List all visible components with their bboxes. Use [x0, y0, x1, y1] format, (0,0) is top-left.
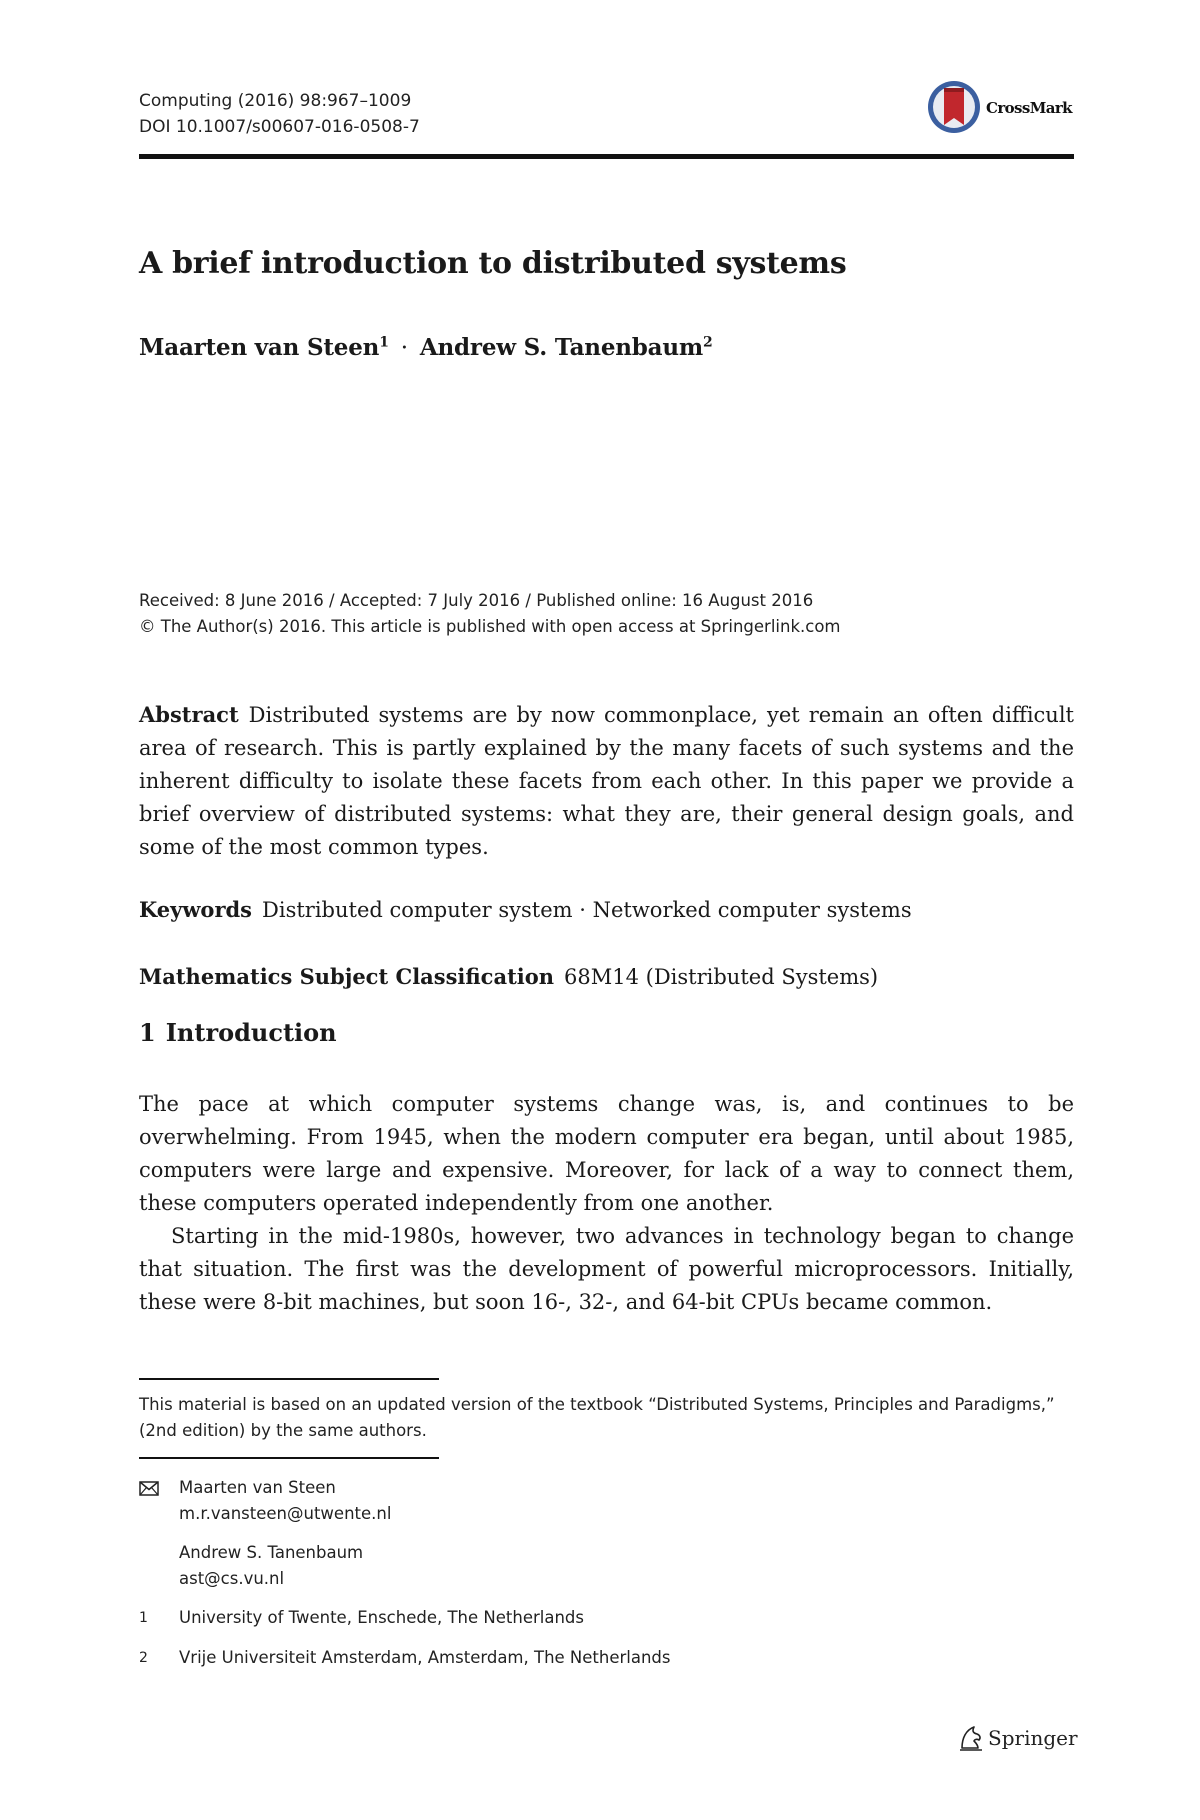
contact-email[interactable]: m.r.vansteen@utwente.nl [179, 1504, 392, 1523]
contact-email[interactable]: ast@cs.vu.nl [179, 1569, 285, 1588]
section-title: Introduction [165, 1018, 337, 1047]
keywords-label: Keywords [139, 897, 253, 922]
crossmark-icon [926, 79, 982, 135]
corresponding-marker [139, 1475, 163, 1496]
keywords-text: Distributed computer system · Networked computer systems [262, 898, 912, 922]
subject-classification [139, 960, 1074, 994]
abstract [139, 698, 1074, 864]
author-list [139, 334, 1074, 361]
publisher-name: Springer [988, 1726, 1078, 1750]
article-history [139, 588, 1074, 640]
crossmark-badge[interactable] [926, 79, 1076, 137]
footnote: This material is based on an updated version of the textbook “Distributed Systems, Principles and Paradigms,” (2nd edition) by the same authors. [139, 1395, 1055, 1440]
history-dates: Received: 8 June 2016 / Accepted: 7 July 2016 / Published online: 16 August 2016 [139, 591, 814, 610]
contact-name: Andrew S. Tanenbaum [179, 1543, 364, 1562]
header-rule [139, 154, 1074, 159]
affiliation-text: Vrije Universiteit Amsterdam, Amsterdam, The Netherlands [179, 1648, 671, 1667]
paragraph: Starting in the mid-1980s, however, two advances in technology began to change that situation. The first was the development of powerful microprocessors. Initially, these were 8-bit machines, but soon 16-, 32-, and 64-bit CPUs became common. [139, 1224, 1074, 1314]
mail-icon [139, 1481, 159, 1496]
author-affiliation-marker: 1 [379, 334, 389, 351]
section-number: 1 [139, 1018, 156, 1047]
paragraph: The pace at which computer systems change was, is, and continues to be overwhelming. From 1945, when the modern computer era began, until about 1985, computers were large and expensive. Moreover, for lack of a way to connect them, these computers operated independently from one another. [139, 1092, 1074, 1215]
author-name[interactable]: Andrew S. Tanenbaum [419, 334, 704, 361]
msc-label: Mathematics Subject Classification [139, 964, 555, 989]
keywords [139, 893, 1074, 927]
author-separator: · [400, 335, 408, 361]
footnote-rule [139, 1378, 439, 1380]
crossmark-label: CrossMark [986, 99, 1072, 117]
author-name[interactable]: Maarten van Steen [139, 334, 380, 361]
footnote-rule [139, 1457, 439, 1459]
affiliation-text: University of Twente, Enschede, The Netherlands [179, 1608, 584, 1627]
section-heading [139, 1018, 337, 1047]
paper-title: A brief introduction to distributed systems [139, 246, 847, 281]
springer-horse-icon [958, 1724, 984, 1752]
abstract-text: Distributed systems are by now commonplace, yet remain an often difficult area of research. This is partly explained by the many facets of such systems and the inherent difficulty to isolate these facets from each other. In this paper we provide a brief overview of distributed systems: what they are, their general design goals, and some of the most common types. [139, 703, 1074, 859]
contact-name: Maarten van Steen [179, 1478, 336, 1497]
journal-citation: Computing (2016) 98:967–1009 [139, 91, 412, 111]
affiliation-marker: 1 [139, 1610, 148, 1626]
author-affiliation-marker: 2 [703, 334, 713, 351]
doi[interactable]: DOI 10.1007/s00607-016-0508-7 [139, 117, 420, 137]
abstract-label: Abstract [139, 702, 239, 727]
msc-text: 68M14 (Distributed Systems) [564, 965, 879, 989]
section-body [139, 1088, 1074, 1319]
copyright-line: © The Author(s) 2016. This article is published with open access at Springerlink.com [139, 617, 841, 636]
affiliation-marker: 2 [139, 1650, 148, 1666]
